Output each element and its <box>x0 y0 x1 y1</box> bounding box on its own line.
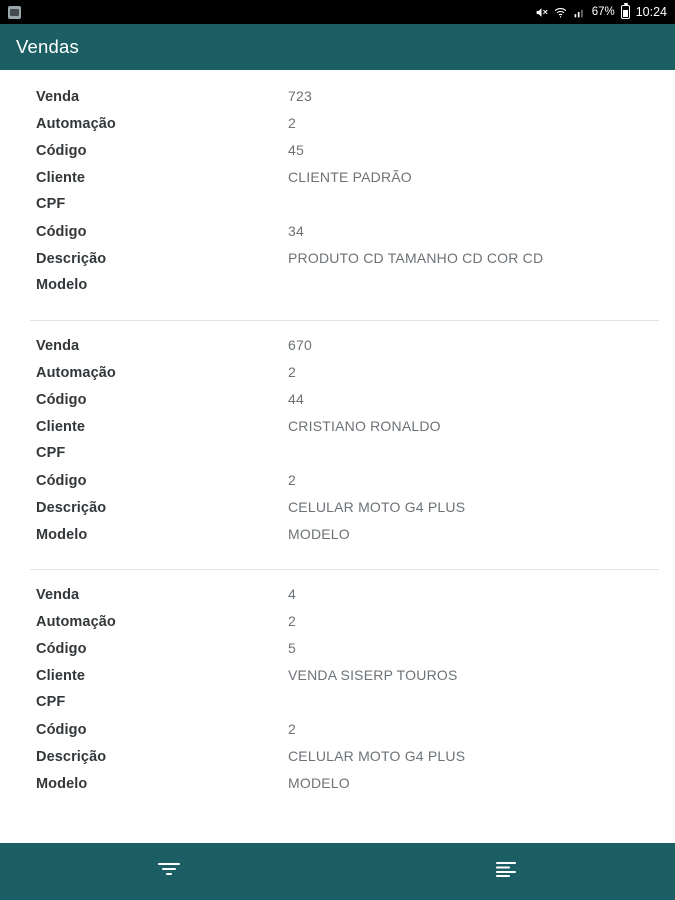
field-value: 670 <box>288 337 312 353</box>
field-modelo <box>0 277 675 304</box>
field-label: Automação <box>36 614 116 630</box>
list-divider <box>30 569 659 570</box>
field-value: MODELO <box>288 526 350 542</box>
field-value: 34 <box>288 223 304 239</box>
app-notification-icon <box>8 6 21 19</box>
field-value: MODELO <box>288 775 350 791</box>
signal-icon <box>573 6 586 19</box>
list-item[interactable] <box>0 88 675 304</box>
page-title: Vendas <box>16 36 79 57</box>
field-label: Descrição <box>36 749 107 765</box>
field-codigo-produto <box>0 472 675 499</box>
field-label: Código <box>36 641 87 657</box>
field-descricao <box>0 250 675 277</box>
field-venda <box>0 586 675 613</box>
list-item[interactable] <box>0 586 675 802</box>
field-cpf <box>0 445 675 472</box>
field-label: CPF <box>36 694 66 710</box>
field-value: 2 <box>288 364 296 380</box>
field-value: 44 <box>288 391 304 407</box>
field-label: Venda <box>36 338 80 354</box>
sort-icon <box>493 859 519 884</box>
field-codigo <box>0 142 675 169</box>
android-status-bar <box>0 0 675 24</box>
battery-icon <box>621 5 630 19</box>
field-modelo <box>0 526 675 553</box>
battery-percent: 67% <box>591 6 615 18</box>
field-value: 45 <box>288 142 304 158</box>
field-value: 2 <box>288 613 296 629</box>
field-cliente <box>0 667 675 694</box>
field-value: CELULAR MOTO G4 PLUS <box>288 499 466 515</box>
field-descricao <box>0 748 675 775</box>
sales-list[interactable] <box>0 70 675 843</box>
mute-icon <box>535 6 548 19</box>
field-label: CPF <box>36 445 66 461</box>
field-value: CELULAR MOTO G4 PLUS <box>288 748 466 764</box>
field-label: Automação <box>36 116 116 132</box>
status-bar-left <box>8 6 535 19</box>
list-divider <box>30 320 659 321</box>
field-venda <box>0 88 675 115</box>
field-cpf <box>0 694 675 721</box>
field-label: Venda <box>36 89 80 105</box>
field-venda <box>0 337 675 364</box>
field-label: CPF <box>36 196 66 212</box>
field-value: PRODUTO CD TAMANHO CD COR CD <box>288 250 544 266</box>
status-bar-right <box>535 5 667 19</box>
field-automacao <box>0 613 675 640</box>
field-label: Código <box>36 473 87 489</box>
status-bar-clock: 10:24 <box>635 5 667 19</box>
field-automacao <box>0 115 675 142</box>
sort-button[interactable] <box>338 843 675 900</box>
field-value: 723 <box>288 88 312 104</box>
wifi-icon <box>554 6 567 19</box>
field-label: Cliente <box>36 419 86 435</box>
field-cpf <box>0 196 675 223</box>
field-label: Código <box>36 224 87 240</box>
field-modelo <box>0 775 675 802</box>
field-label: Modelo <box>36 527 88 543</box>
field-label: Descrição <box>36 500 107 516</box>
field-value: 2 <box>288 721 296 737</box>
field-label: Automação <box>36 365 116 381</box>
field-descricao <box>0 499 675 526</box>
field-label: Cliente <box>36 668 86 684</box>
filter-button[interactable] <box>0 843 338 900</box>
field-label: Venda <box>36 587 80 603</box>
bottom-action-bar <box>0 843 675 900</box>
field-value: CLIENTE PADRÃO <box>288 169 412 185</box>
field-value: 4 <box>288 586 296 602</box>
field-codigo-produto <box>0 223 675 250</box>
filter-icon <box>156 859 182 884</box>
field-codigo <box>0 391 675 418</box>
field-label: Código <box>36 143 87 159</box>
field-value: 5 <box>288 640 296 656</box>
field-label: Cliente <box>36 170 86 186</box>
field-cliente <box>0 169 675 196</box>
field-label: Modelo <box>36 277 88 293</box>
field-value: 2 <box>288 472 296 488</box>
field-value: 2 <box>288 115 296 131</box>
field-value: CRISTIANO RONALDO <box>288 418 441 434</box>
field-label: Código <box>36 722 87 738</box>
field-value: VENDA SISERP TOUROS <box>288 667 458 683</box>
field-codigo <box>0 640 675 667</box>
field-codigo-produto <box>0 721 675 748</box>
field-cliente <box>0 418 675 445</box>
field-label: Modelo <box>36 776 88 792</box>
field-label: Código <box>36 392 87 408</box>
field-automacao <box>0 364 675 391</box>
app-bar <box>0 24 675 70</box>
list-item[interactable] <box>0 337 675 553</box>
field-label: Descrição <box>36 251 107 267</box>
